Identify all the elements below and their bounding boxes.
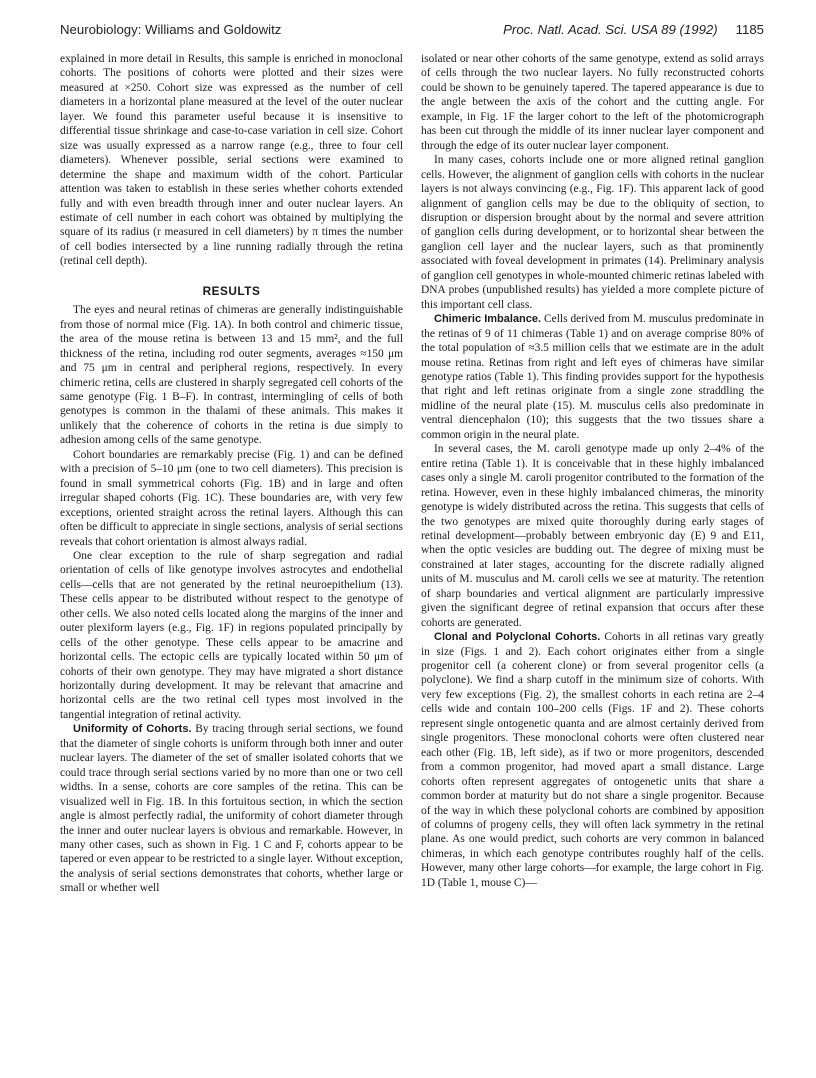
header-journal-citation — [503, 22, 764, 37]
journal-reference: Proc. Natl. Acad. Sci. USA 89 (1992) — [503, 22, 718, 37]
paragraph-ganglion-cells: In many cases, cohorts include one or more aligned retinal ganglion cells. However, the alignment of ganglion cells with cohorts in the nuclear layers is not always convincing (e.g., Fig. 1F). This apparent lack of good alignment of ganglion cells may be due to the obliquity of section, to disruption or dispersion brought about by the normal and severe attrition of ganglion cells during development, or to horizontal shear between the ganglion cell layer and the nuclear layers, such as that prominently associated with foveal development in primates (14). Preliminary analysis of ganglion cell genotypes in whole-mounted chimeric retinas labeled with DNA probes (unpublished results) has yielded a more complete picture of this important cell class. — [421, 154, 764, 311]
left-column — [60, 52, 403, 896]
paragraph-uniformity-text: By tracing through serial sections, we found that the diameter of single cohorts is uniform through both inner and outer nuclear layers. The diameter of the set of smaller isolated cohorts that we could trace through serial sections varied by no more than one or two cell widths. In a sense, cohorts are core samples of the retina. This can be visualized well in Fig. 1B. In this fortuitous section, in which the section angle is almost perfectly radial, the uniformity of cohort diameter through the inner and outer nuclear layers is obvious and remarkable. However, in many other cases, such as shown in Fig. 1 C and F, cohorts appear to be tapered or even appear to be restricted to a single layer. Without exception, the analysis of serial sections demonstrates that cohorts, whether large or small or whether well — [60, 723, 403, 895]
runin-heading-clonal-polyclonal: Clonal and Polyclonal Cohorts. — [434, 631, 601, 644]
right-column — [421, 52, 764, 890]
runin-heading-chimeric-imbalance: Chimeric Imbalance. — [434, 313, 542, 326]
paragraph-results-intro: The eyes and neural retinas of chimeras are generally indistinguishable from those of normal mice (Fig. 1A). In both control and chimeric tissue, the area of the mouse retina is between 13 and 15 mm², and the full thickness of the retina, including rod outer segments, averages ≈150 μm and 75 μm in central and peripheral regions, respectively. In every chimeric retina, cells are clustered in sharply segregated cell cohorts of the same genotype (Fig. 1 B–F). In contrast, intermingling of cells of both genotypes is common in the thalami of these animals. This makes it unlikely that the coherence of cohorts in the retina is due simply to adhesion among cells of the same genotype. — [60, 304, 403, 447]
paragraph-caroli-genotype: In several cases, the M. caroli genotype made up only 2–4% of the entire retina (Table 1). It is conceivable that in these highly imbalanced cases only a single M. caroli progenitor contributed to the formation of the retina. However, even in these highly imbalanced chimeras, the minority genotype is widely distributed across the retina. This suggests that cells of the two genotypes are mixed quite thoroughly during early stages of retinal development—probably between embryonic day (E) 9 and E11, when the optic vesicles are budding out. The degree of mixing must be constrained at later stages, accounting for the discrete radially aligned units of M. musculus and M. caroli cells we see at maturity. The retention of sharp boundaries and vertical alignment are particularly impressive given the significant degree of retinal expansion that occurs after these cohorts are generated. — [421, 443, 764, 629]
paragraph-chimeric-imbalance-text: Cells derived from M. musculus predominate in the retinas of 9 of 11 chimeras (Table 1) and on average comprise 80% of the total population of ≈3.5 million cells that we estimate are in the adult mouse retina. Retinas from right and left eyes of chimeras have similar genotype ratios (Table 1). This finding provides support for the hypothesis that right and left retinas originate from a single zone straddling the midline of the neural plate (15). M. musculus cells also predominate in ventral diencephalon (10); this suggests that the two tissues share a common origin in the neural plate. — [421, 313, 764, 441]
paragraph-clonal-polyclonal-text: Cohorts in all retinas vary greatly in size (Figs. 1 and 2). Each cohort originates either from a single progenitor cell (a coherent clone) or from several progenitor cells (a polyclone). We find a sharp cutoff in the minimum size of cohorts. With very few exceptions (Fig. 2), the smallest cohorts in each retina are 2–4 cells wide and contain 100–200 cells (Figs. 1F and 2). These cohorts represent single ontogenetic quanta and are almost certainly derived from single progenitors. These monoclonal cohorts were often clustered near each other (Fig. 1B, left side), as if two or more progenitors, descended from a common progenitor, had moved apart a small distance. Large cohorts often represent aggregates of ontogenetic units that share a common border at maturity but do not share a single progenitor. Because of the way in which these polyclonal cohorts are combined by apposition of columns of progeny cells, they will often lack symmetry in the retinal plane. As one would predict, such cohorts are very common in balanced chimeras, in which each genotype contributes roughly half of the cells. However, many other large cohorts—for example, the large cohort in Fig. 1D (Table 1, mouse C)— — [421, 631, 764, 889]
paragraph-uniformity-continued: isolated or near other cohorts of the same genotype, extend as solid arrays of cells through the two nuclear layers. No fully reconstructed cohorts could be shown to be genuinely tapered. The tapered appearance is due to the angle between the axis of the cohort and the cutting angle. For example, in Fig. 1F the larger cohort to the left of the photomicrograph has been cut through the middle of its inner nuclear layer component and through the edge of its outer nuclear layer component. — [421, 53, 764, 152]
header-section-authors: Neurobiology: Williams and Goldowitz — [60, 22, 282, 37]
runin-heading-uniformity: Uniformity of Cohorts. — [73, 723, 192, 736]
paragraph-cohort-boundaries: Cohort boundaries are remarkably precise (Fig. 1) and can be defined with a precision of 5–10 μm (one to two cell diameters). This precision is found in small symmetrical cohorts (Fig. 1B) and in large and often irregular shaped cohorts (Fig. 1C). These boundaries are, with very few exceptions, oriented straight across the retinal layers. Although this can often be difficult to appreciate in single sections, analysis of serial sections reveals that cohort orientation is almost always radial. — [60, 448, 403, 548]
page-number: 1185 — [735, 22, 764, 37]
paragraph-uniformity — [60, 722, 403, 895]
results-heading: RESULTS — [202, 283, 261, 298]
paragraph-chimeric-imbalance — [421, 312, 764, 442]
paragraph-exception: One clear exception to the rule of sharp segregation and radial orientation of cells of like genotype involves astrocytes and endothelial cells—cells that are not generated by the retinal neuroepithelium (13). These cells appear to be distributed without respect to the genotype of other cells. We also noted cells located along the margins of the inner and outer plexiform layers (e.g., Fig. 1F) in regions populated principally by cells of the other genotype. These cells appear to be amacrine and horizontal cells. The ectopic cells are typically located within 50 μm of cohorts of their own genotype. They may have migrated a short distance horizontally during development. It may be relevant that amacrine and horizontal cells are the two retinal cell types most involved in the tangential integration of retinal activity. — [60, 549, 403, 721]
paragraph-clonal-polyclonal — [421, 630, 764, 890]
running-header — [60, 22, 764, 44]
paragraph-methods-continued: explained in more detail in Results, this sample is enriched in monoclonal cohorts. The positions of cohorts were plotted and their sizes were measured at ×250. Cohort size was expressed as the number of cell diameters in a horizontal plane measured at the level of the outer nuclear layer. We found this parameter useful because it is insensitive to differential tissue shrinkage and case-to-case variation in cell size. Cohort size was usually expressed as a narrow range (e.g., three to four cell diameters). Whenever possible, serial sections were examined to determine the shape and maximum width of the cohort. Particular attention was taken to establish in these series whether cohorts extended fully and with even breadth through inner and outer nuclear layers. An estimate of cell number in each cohort was obtained by multiplying the square of its radius (r measured in cell diameters) by π times the number of cell bodies intersected by a line running radially through the retina (retinal cell depth). — [60, 53, 403, 268]
